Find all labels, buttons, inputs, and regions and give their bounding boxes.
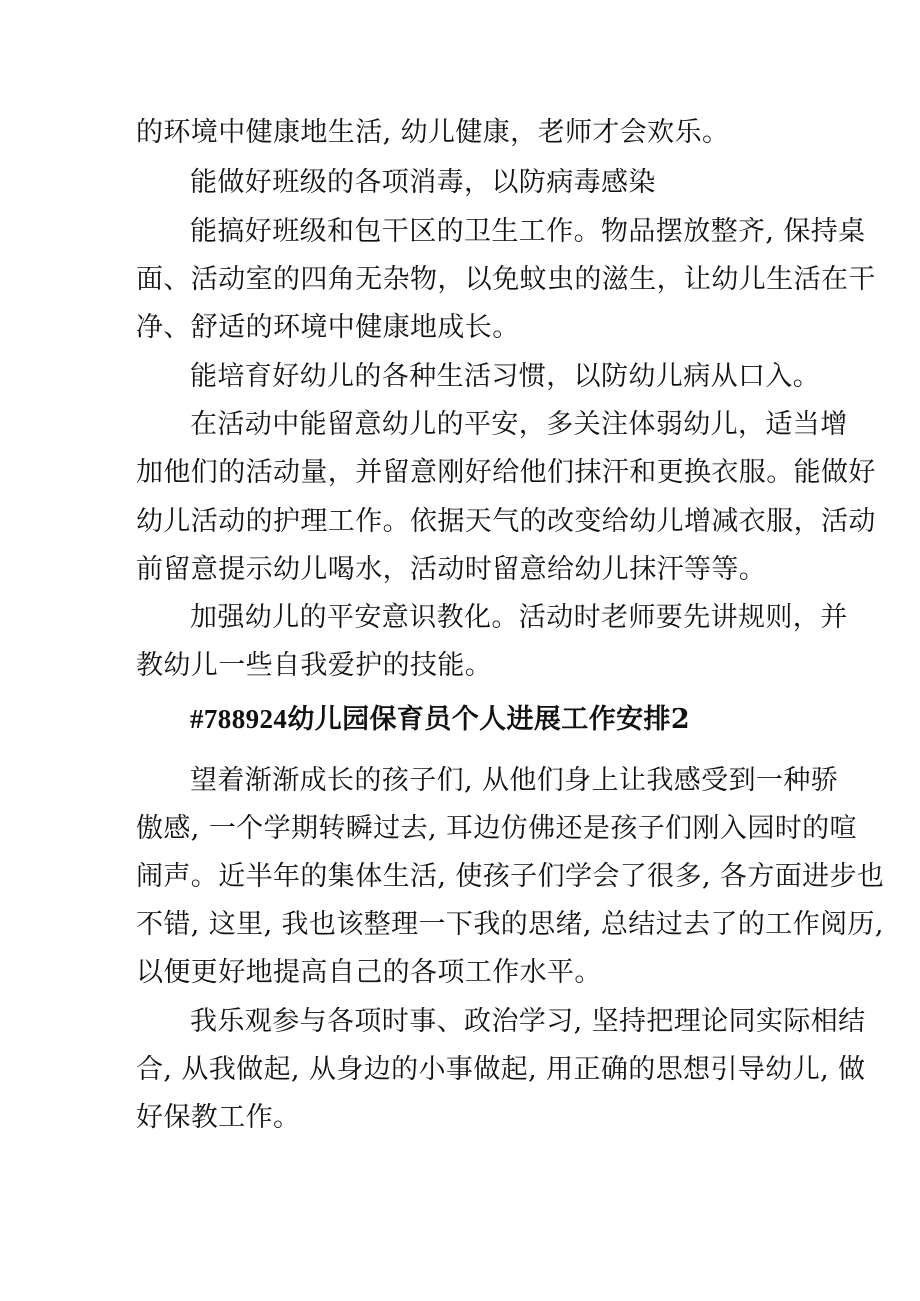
section-heading (190, 703, 690, 736)
text-line: 能做好班级的各项消毒，以防病毒感染 (190, 167, 656, 198)
text-line: 望着渐渐成长的孩子们, 从他们身上让我感受到一种骄 (190, 765, 839, 796)
heading-id: #788924 (190, 704, 288, 734)
text-line: 教幼儿一些自我爱护的技能。 (136, 650, 493, 681)
text-line: 好保教工作。 (136, 1102, 301, 1133)
text-line: 闹声。近半年的集体生活, 使孩子们学会了很多, 各方面进步也 (136, 861, 885, 892)
text-line: 的环境中健康地生活, 幼儿健康，老师才会欢乐。 (136, 117, 730, 148)
text-line: 傲感, 一个学期转瞬过去, 耳边仿佛还是孩子们刚入园时的喧 (136, 813, 857, 844)
text-line: 能培育好幼儿的各种生活习惯，以防幼儿病从口入。 (190, 361, 821, 392)
text-line: 面、活动室的四角无杂物，以免蚊虫的滋生，让幼儿生活在干 (136, 264, 876, 295)
heading-text: 幼儿园保育员个人进展工作安排2 (287, 704, 691, 735)
text-line: 以便更好地提高自己的各项工作水平。 (136, 957, 602, 988)
text-line: 加强幼儿的平安意识教化。活动时老师要先讲规则，并 (190, 602, 848, 633)
text-line: 不错, 这里, 我也该整理一下我的思绪, 总结过去了的工作阅历, (136, 909, 884, 940)
text-line: 前留意提示幼儿喝水，活动时留意给幼儿抹汗等等。 (136, 554, 767, 585)
text-line: 加他们的活动量，并留意刚好给他们抹汗和更换衣服。能做好 (136, 457, 876, 488)
text-line: 我乐观参与各项时事、政治学习, 坚持把理论同实际相结 (190, 1006, 866, 1037)
text-line: 合, 从我做起, 从身边的小事做起, 用正确的思想引导幼儿, 做 (136, 1054, 866, 1085)
text-line: 净、舒适的环境中健康地成长。 (136, 312, 520, 343)
text-line: 能搞好班级和包干区的卫生工作。物品摆放整齐, 保持桌 (190, 216, 866, 247)
text-line: 幼儿活动的护理工作。依据天气的改变给幼儿增减衣服，活动 (136, 506, 876, 537)
text-line: 在活动中能留意幼儿的平安，多关注体弱幼儿，适当增 (190, 409, 848, 440)
